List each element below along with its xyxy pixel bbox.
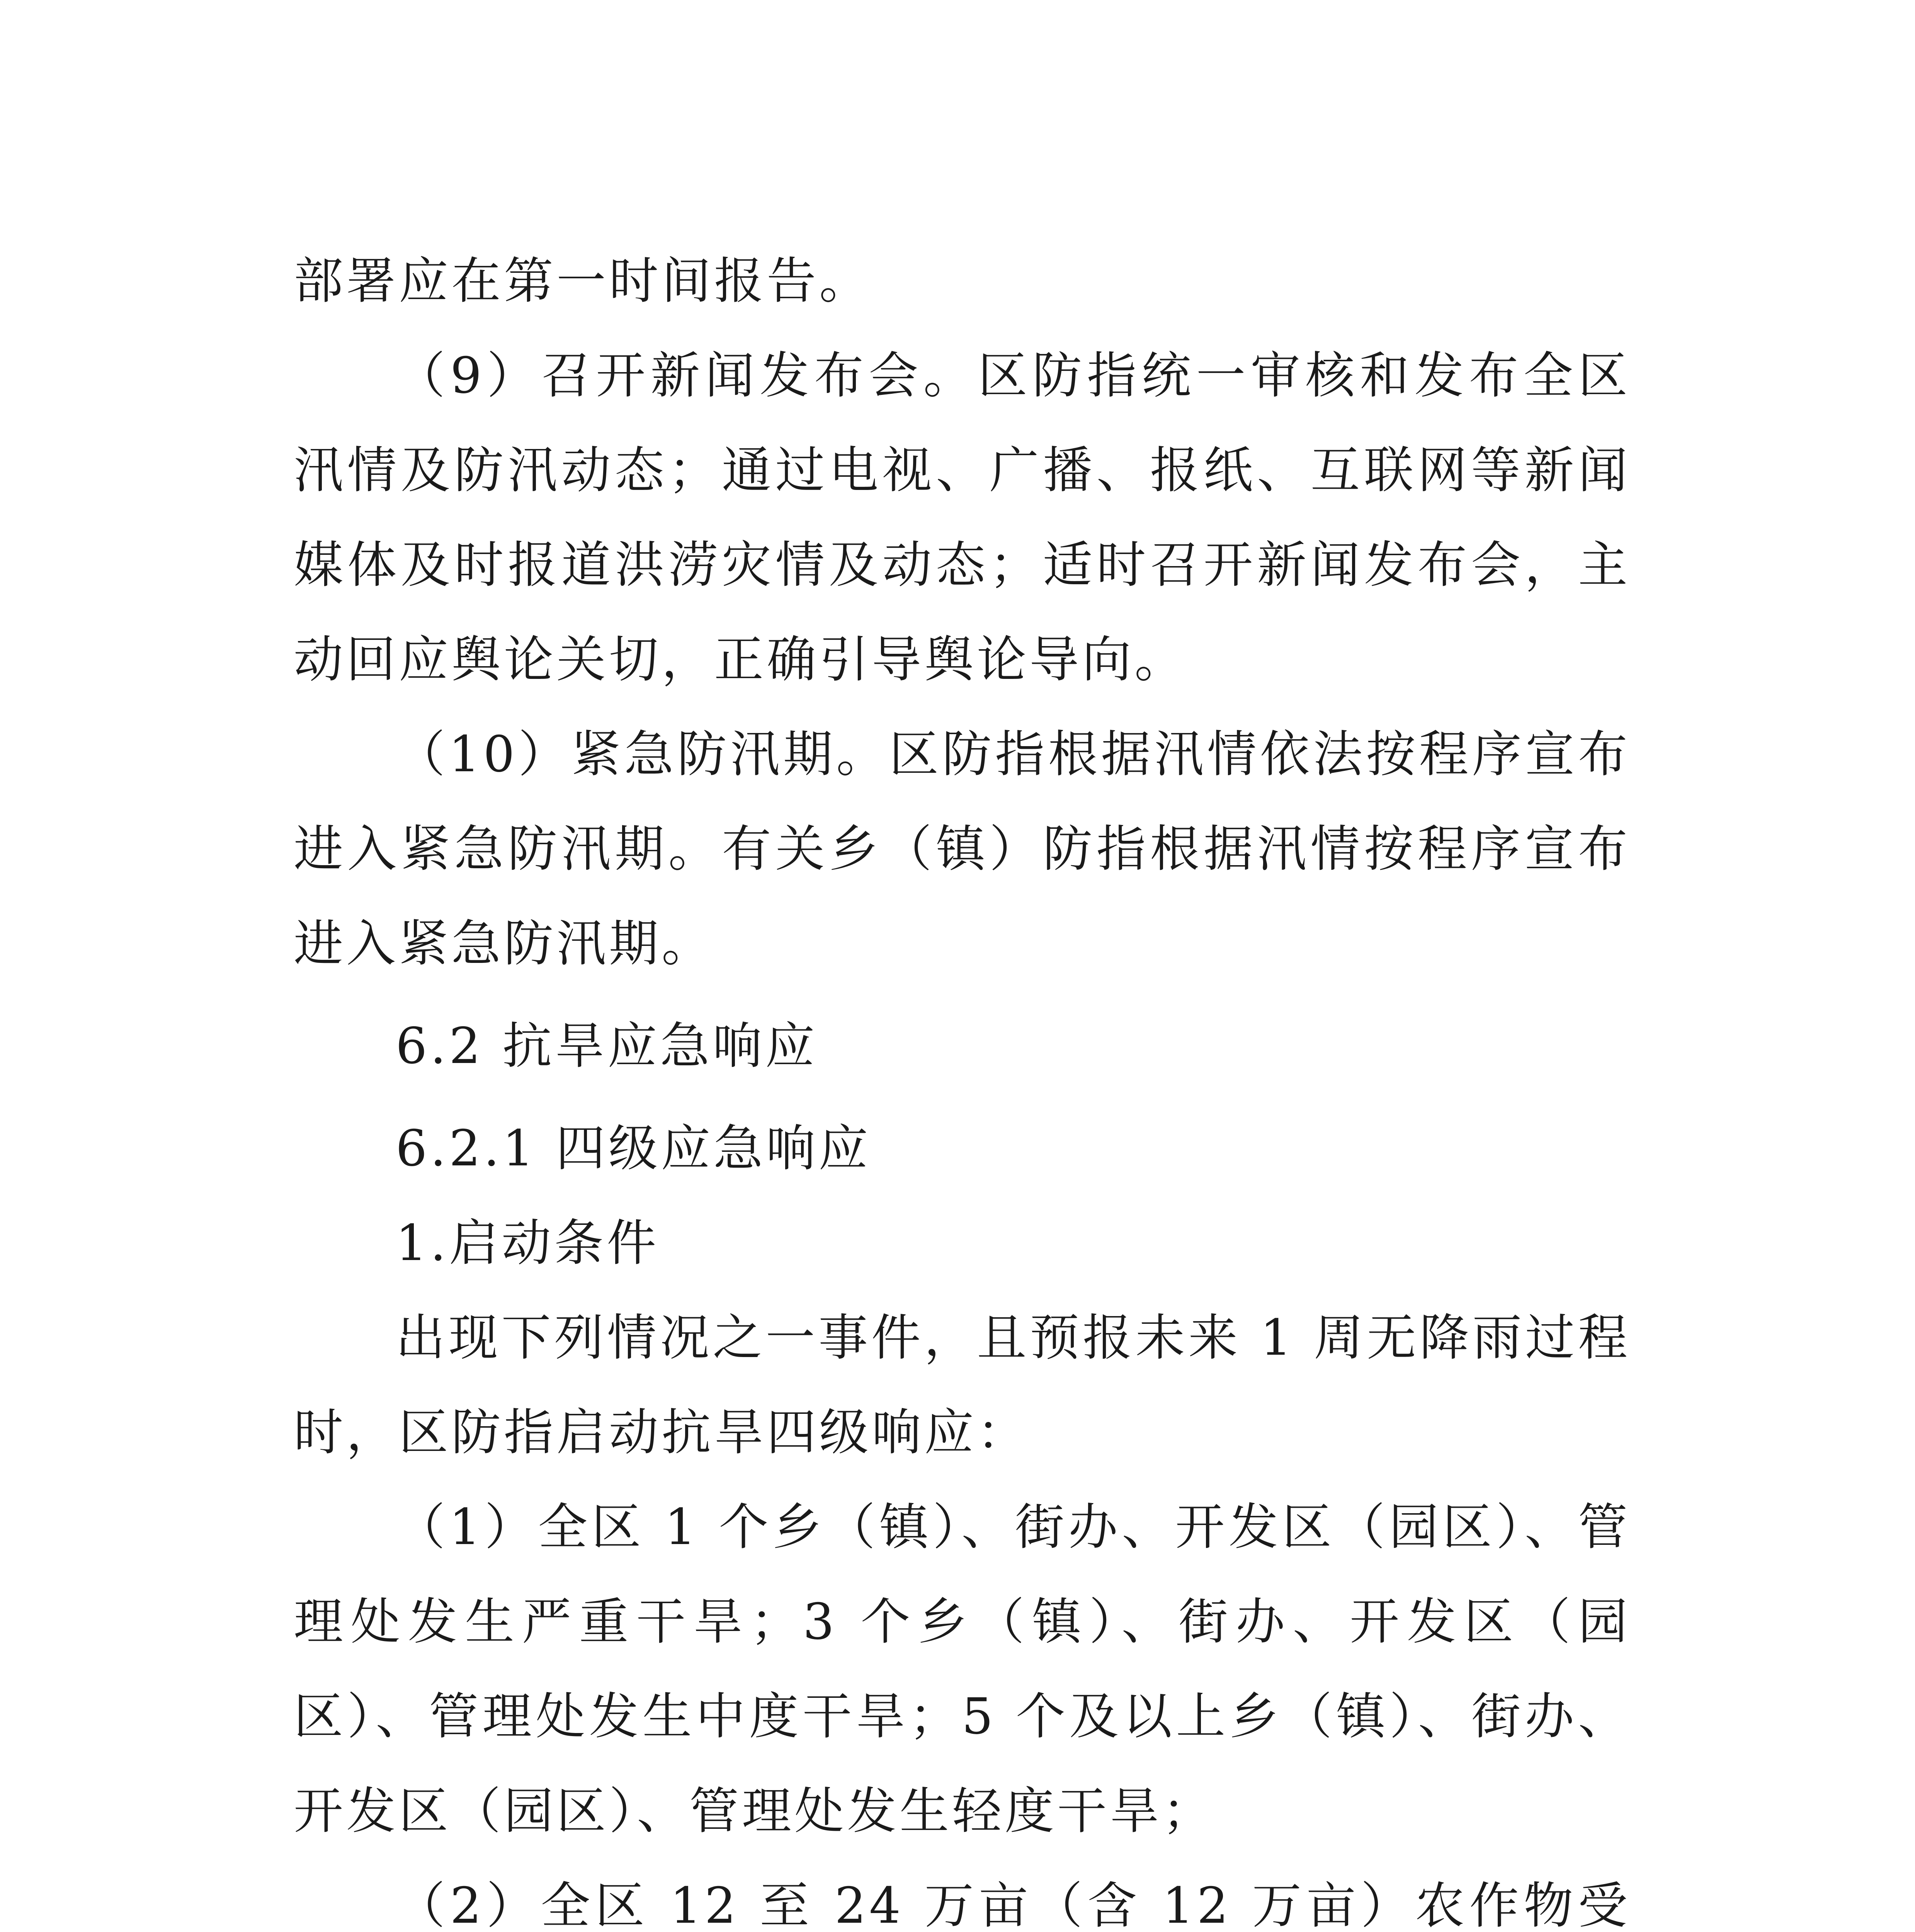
paragraph-press-conference: （9）召开新闻发布会。区防指统一审核和发布全区汛情及防汛动态；通过电视、广播、报纸、互联网等新闻媒体及时报道洪涝灾情及动态；适时召开新闻发布会，主动回应舆论关切，正确引导舆论导向。 xyxy=(294,347,1631,689)
section-heading-drought-response: 6.2 抗旱应急响应 xyxy=(396,1017,818,1075)
subsection-heading-level-four: 6.2.1 四级应急响应 xyxy=(396,1120,871,1177)
item-heading-trigger-conditions: 1.启动条件 xyxy=(396,1214,660,1272)
document-body xyxy=(294,234,1631,1932)
paragraph-trigger-intro: 出现下列情况之一事件，且预报未来 1 周无降雨过程时，区防指启动抗旱四级响应： xyxy=(294,1309,1631,1461)
paragraph-continuation: 部署应在第一时间报告。 xyxy=(294,252,872,310)
paragraph-emergency-flood-period: （10）紧急防汛期。区防指根据汛情依法按程序宣布进入紧急防汛期。有关乡（镇）防指根据汛情按程序宣布进入紧急防汛期。 xyxy=(294,726,1631,973)
list-item-1: （1）全区 1 个乡（镇）、街办、开发区（园区）、管理处发生严重干旱；3 个乡（镇）、街办、开发区（园区）、管理处发生中度干旱；5 个及以上乡（镇）、街办、开发区（园区）、管理处发生轻度干旱； xyxy=(294,1498,1631,1840)
list-item-2: （2）全区 12 至 24 万亩（含 12 万亩）农作物受 xyxy=(396,1877,1631,1932)
